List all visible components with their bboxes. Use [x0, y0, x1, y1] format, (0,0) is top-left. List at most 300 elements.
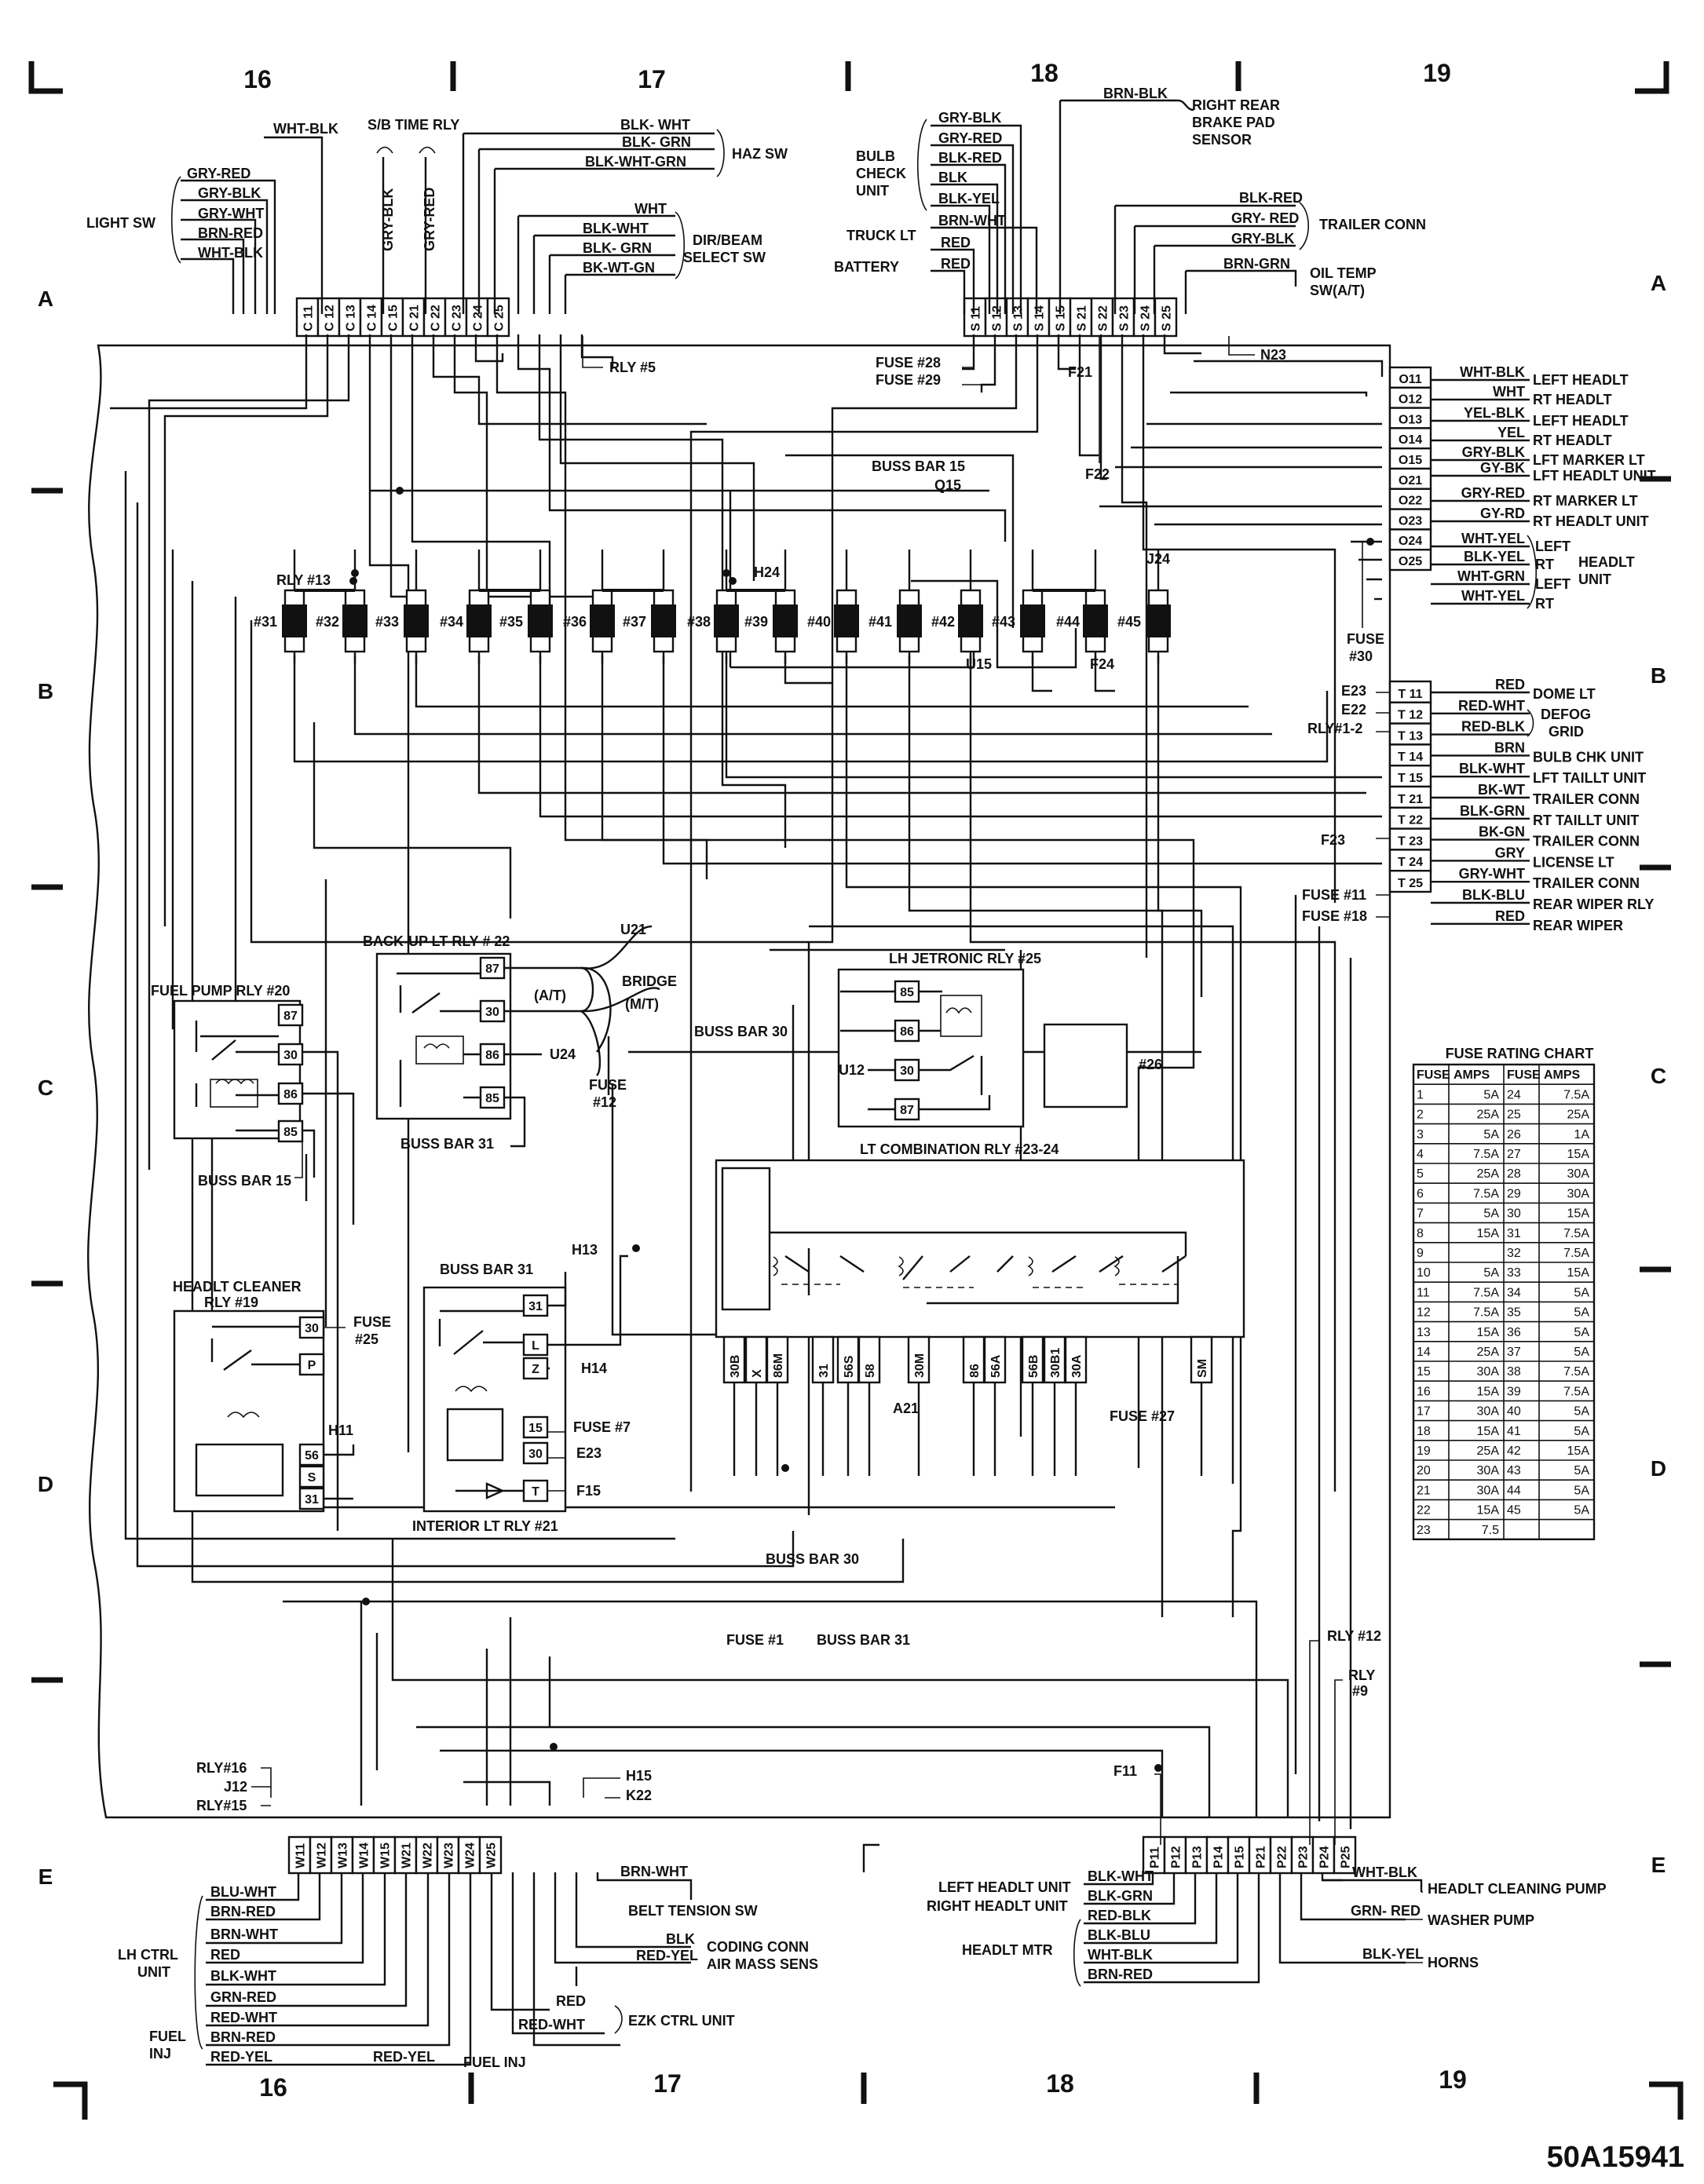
fuse-chart-cell: 15A	[1476, 1385, 1499, 1399]
fuse-chart-cell: 41	[1507, 1424, 1521, 1438]
relay-pin-label: 30B1	[1049, 1347, 1062, 1378]
fuse-element	[958, 604, 983, 637]
fuse-number: #35	[499, 614, 523, 630]
haz-wire-1: BLK- WHT	[620, 117, 690, 133]
light-wire-1: GRY-RED	[187, 166, 251, 181]
j12-label: J12	[224, 1779, 248, 1795]
jet-pin-30: 30	[900, 1065, 914, 1078]
fuse-chart-cell: 3	[1417, 1127, 1424, 1141]
fuse-number: #32	[315, 614, 339, 630]
t-destination: TRAILER CONN	[1533, 791, 1640, 807]
connector-pin-label: T 12	[1397, 708, 1424, 722]
fuse-chart-cell: 9	[1417, 1247, 1424, 1260]
fuse18-label: FUSE #18	[1302, 908, 1368, 924]
fuse-chart-cell: 5A	[1574, 1325, 1589, 1339]
fuse-chart-cell: 7.5A	[1563, 1365, 1589, 1379]
zone-top-18: 18	[1030, 59, 1059, 87]
bridge-label: BRIDGE	[622, 973, 678, 989]
fuse12-label-1: FUSE	[589, 1077, 627, 1093]
fuse-number: #37	[622, 614, 646, 630]
fuse-chart-cell: 33	[1507, 1266, 1521, 1280]
t-destination: RT TAILLT UNIT	[1533, 812, 1640, 828]
oil-temp-1: OIL TEMP	[1310, 265, 1377, 281]
headlt-mtr-label: HEADLT MTR	[962, 1942, 1053, 1958]
relay-26-label: #26	[1139, 1057, 1163, 1072]
bulb-check-1: BULB	[856, 148, 895, 164]
connector-pin-label: S 12	[990, 305, 1004, 331]
fuse-chart-cell: 32	[1507, 1247, 1521, 1260]
fuse-chart-cell: 27	[1507, 1148, 1521, 1161]
lh-wire-5: BLK-WHT	[210, 1968, 276, 1984]
fuse-chart-cell: 6	[1417, 1187, 1424, 1201]
connector-pin-label: C 22	[429, 305, 443, 331]
t-wire-color: BLK-GRN	[1460, 802, 1525, 819]
t-wire-color: RED-BLK	[1461, 718, 1525, 735]
lh-wire-6: GRN-RED	[210, 1989, 276, 2005]
fuse-chart-cell: 11	[1417, 1286, 1430, 1300]
relay-pin-label: 58	[864, 1364, 877, 1378]
fuse29-label: FUSE #29	[876, 372, 942, 388]
rly5-label: RLY #5	[609, 360, 656, 375]
fuse1-label: FUSE #1	[726, 1632, 784, 1648]
defog-grid-2: GRID	[1549, 724, 1584, 740]
connector-pin-label: O25	[1398, 555, 1423, 568]
int-pin-15: 15	[528, 1422, 543, 1435]
red-wht-bottom: RED-WHT	[518, 2017, 585, 2032]
buss31-bottom-label: BUSS BAR 31	[817, 1632, 911, 1648]
connector-pin-label: S 14	[1033, 305, 1047, 331]
connector-pin-label: O14	[1398, 433, 1423, 447]
connector-pin-label: P23	[1296, 1846, 1311, 1868]
trailer-wire-1: BLK-RED	[1239, 190, 1303, 206]
fuse-element	[834, 604, 859, 637]
bulb-check-3: UNIT	[856, 183, 889, 199]
h24-label: H24	[754, 564, 781, 580]
blk-bottom: BLK	[666, 1931, 695, 1947]
fuse-chart-cell: 1A	[1574, 1127, 1589, 1141]
backup-label: BACK-UP LT RLY # 22	[363, 933, 510, 949]
t-destination: LFT TAILLT UNIT	[1533, 770, 1647, 787]
fuse-chart-cell: 34	[1507, 1286, 1521, 1300]
u21-label: U21	[620, 922, 647, 937]
relay-pin-label: 31	[817, 1364, 831, 1378]
connector-pin-label: O12	[1398, 393, 1423, 407]
fuse-chart-header: FUSE	[1507, 1068, 1541, 1083]
headlt-cleaner-1: HEADLT CLEANER	[173, 1279, 302, 1295]
red-yel-3: RED-YEL	[636, 1948, 699, 1963]
red-wire-1: RED	[941, 235, 971, 250]
zone-top-17: 17	[638, 65, 666, 93]
fuse-chart-cell: 8	[1417, 1226, 1424, 1240]
haz-wire-3: BLK-WHT-GRN	[585, 154, 686, 170]
int-pin-31: 31	[528, 1300, 543, 1313]
clean-pin-s: S	[307, 1471, 316, 1485]
fuse-chart-cell: 5A	[1574, 1484, 1589, 1498]
o-destination: LEFT	[1535, 539, 1571, 554]
fuse-chart-title: FUSE RATING CHART	[1445, 1046, 1594, 1061]
o-wire-color: GRY-RED	[1461, 485, 1525, 501]
jet-pin-87: 87	[900, 1104, 914, 1117]
fuse-chart-cell: 10	[1417, 1266, 1431, 1280]
fuse-number: #44	[1055, 614, 1080, 630]
h14-label: H14	[581, 1360, 608, 1376]
t-wire-color: RED	[1494, 908, 1525, 924]
bulb-wire-2: GRY-RED	[938, 130, 1003, 146]
int-pin-t: T	[532, 1485, 539, 1499]
relay-pin-label: 56S	[843, 1355, 856, 1378]
connector-pin-label: P11	[1148, 1846, 1162, 1868]
t-wire-color: GRY	[1494, 845, 1525, 861]
zone-bottom-18: 18	[1046, 2069, 1074, 2098]
t-destination: REAR WIPER RLY	[1533, 897, 1655, 912]
bulb-wire-1: GRY-BLK	[938, 110, 1002, 126]
t-wire-color: RED	[1494, 677, 1525, 692]
connector-pin-label: C 11	[302, 305, 316, 331]
backup-pin-85: 85	[485, 1092, 499, 1105]
clean-pin-56: 56	[305, 1449, 319, 1463]
headlt-cleaner-2: RLY #19	[204, 1295, 259, 1310]
s-connector-strip	[964, 298, 1176, 336]
connector-pin-label: C 25	[492, 305, 506, 331]
fuse-chart-cell: 15A	[1567, 1207, 1589, 1221]
connector-pin-label: O24	[1398, 535, 1423, 549]
lt-combination-label: LT COMBINATION RLY #23-24	[860, 1141, 1059, 1157]
fuse-chart-cell: 30A	[1567, 1167, 1589, 1181]
fuse-element	[1146, 604, 1171, 637]
row-c-right: C	[1650, 1064, 1667, 1088]
fuse-chart-cell: 7.5A	[1563, 1385, 1589, 1399]
o-wire-color: GY-BK	[1479, 460, 1525, 476]
connector-pin-label: W15	[378, 1843, 393, 1868]
fuse-chart-cell: 44	[1507, 1484, 1521, 1498]
relay-pin-label: 86	[968, 1364, 982, 1378]
jet-pin-86: 86	[900, 1025, 914, 1039]
mtr-wire-3: WHT-BLK	[1088, 1947, 1153, 1963]
connector-pin-label: T 25	[1397, 877, 1424, 890]
lh-wire-8: BRN-RED	[210, 2029, 276, 2045]
fuse-chart-cell: 15A	[1476, 1503, 1499, 1517]
e23-label: E23	[1341, 683, 1367, 699]
haz-wire-2: BLK- GRN	[622, 134, 691, 150]
right-rear-label-1: RIGHT REAR	[1192, 97, 1280, 113]
brn-grn-wire: BRN-GRN	[1223, 256, 1290, 272]
fuse11-label: FUSE #11	[1302, 887, 1367, 903]
fuel-pin-30: 30	[283, 1049, 298, 1062]
connector-pin-label: T 14	[1397, 751, 1424, 765]
fuse-chart-cell: 30	[1507, 1207, 1521, 1221]
fuse-chart-cell: 31	[1507, 1226, 1521, 1240]
fuse-chart-cell: 30A	[1476, 1404, 1499, 1419]
o-destination: RT HEADLT UNIT	[1533, 513, 1649, 529]
connector-pin-label: W11	[294, 1843, 308, 1868]
fuel-pump-label: FUEL PUMP RLY #20	[151, 983, 291, 999]
fuel-pin-85: 85	[283, 1126, 298, 1139]
fuse25-label-1: FUSE	[353, 1314, 392, 1330]
o-wire-color: WHT-YEL	[1461, 531, 1525, 546]
connector-pin-label: S 13	[1011, 305, 1026, 331]
fuse-element	[282, 604, 307, 637]
t-destination: TRAILER CONN	[1533, 833, 1640, 849]
f24-label: F24	[1090, 656, 1115, 672]
row-d-left: D	[37, 1472, 54, 1496]
fuse-chart-cell: 17	[1417, 1404, 1431, 1419]
cleaning-pump-label: HEADLT CLEANING PUMP	[1428, 1881, 1607, 1897]
select-sw-label: SELECT SW	[683, 250, 766, 265]
fuel-pin-86: 86	[283, 1088, 298, 1101]
fuse-chart-cell: 25	[1507, 1108, 1521, 1122]
fuse-element	[773, 604, 798, 637]
fuse-number: #42	[931, 614, 955, 630]
connector-pin-label: T 11	[1398, 687, 1423, 701]
backup-relay	[377, 926, 660, 1146]
o-destination: LEFT HEADLT	[1533, 372, 1629, 388]
relay-pin-label: SM	[1196, 1359, 1209, 1378]
rly15-label: RLY#15	[196, 1798, 247, 1813]
connector-pin-label: P12	[1169, 1846, 1183, 1868]
connector-pin-label: C 14	[365, 305, 379, 331]
connector-pin-label: O22	[1398, 494, 1423, 508]
zone-bottom-19: 19	[1439, 2065, 1467, 2094]
f21-label: F21	[1068, 364, 1093, 380]
wht-blk-top: WHT-BLK	[273, 121, 338, 137]
haz-sw-label: HAZ SW	[732, 146, 788, 162]
connector-pin-label: S 21	[1075, 305, 1089, 331]
t-connector-strip	[1390, 681, 1431, 892]
connector-pin-label: S 11	[969, 305, 983, 331]
connector-pin-label: C 13	[344, 305, 358, 331]
fuse-chart-cell: 5A	[1483, 1127, 1499, 1141]
j24-label: J24	[1146, 551, 1171, 567]
fuse25-label-2: #25	[355, 1331, 379, 1347]
o-wire-color: YEL-BLK	[1464, 405, 1525, 421]
row-b-left: B	[37, 679, 54, 703]
lh-wire-7: RED-WHT	[210, 2010, 277, 2025]
connector-pin-label: S 23	[1117, 305, 1132, 331]
blk-wht-bottom-r: BLK-WHT	[1088, 1868, 1154, 1884]
fuse-chart-cell: 5A	[1483, 1266, 1499, 1280]
trailer-wire-2: GRY- RED	[1231, 210, 1300, 226]
dir-wire-3: BLK- GRN	[583, 240, 652, 256]
buss30-jet-label: BUSS BAR 30	[694, 1024, 788, 1039]
t-wire-color: BK-WT	[1478, 782, 1525, 798]
fuse-chart-cell: 40	[1507, 1404, 1521, 1419]
connector-pin-label: T 15	[1397, 772, 1424, 785]
bulb-wire-5: BLK-YEL	[938, 191, 1000, 206]
relay-pin-label: 30B	[729, 1354, 742, 1378]
clean-pin-30: 30	[305, 1322, 319, 1335]
wht-blk-bottom-r: WHT-BLK	[1352, 1864, 1417, 1880]
light-wire-4: BRN-RED	[198, 225, 263, 241]
doc-number: 50A15941	[1546, 2141, 1684, 2174]
bulb-wire-4: BLK	[938, 170, 967, 185]
connector-pin-label: W22	[421, 1843, 435, 1868]
o-destination: LEFT	[1535, 576, 1571, 592]
o-connector-strip	[1390, 367, 1431, 570]
fuse-chart-cell: 30A	[1476, 1484, 1499, 1498]
rly12-bottom-label: RLY #12	[1327, 1628, 1382, 1644]
int-pin-z: Z	[532, 1363, 539, 1376]
fuse-chart-cell: 38	[1507, 1365, 1521, 1379]
fuse-chart-cell: 4	[1417, 1148, 1424, 1161]
o-destination: LFT HEADLT UNIT	[1533, 468, 1656, 484]
fuse-chart-cell: 7.5	[1481, 1523, 1499, 1537]
fuse-element	[1020, 604, 1045, 637]
lh-jetronic-relay	[839, 970, 1127, 1127]
dir-wire-4: BK-WT-GN	[583, 260, 655, 276]
fuse-number: #43	[991, 614, 1015, 630]
o-destination: RT	[1535, 596, 1554, 612]
fuse-chart-cell: 15A	[1476, 1325, 1499, 1339]
connector-pin-label: W25	[485, 1843, 499, 1868]
a21-label: A21	[893, 1401, 920, 1416]
o-destination: RT	[1535, 557, 1554, 572]
fuse12-label-2: #12	[593, 1094, 617, 1110]
fuse-chart-cell: 5A	[1483, 1088, 1499, 1102]
brn-blk-wire: BRN-BLK	[1103, 86, 1168, 101]
fuse-chart-header: FUSE	[1417, 1068, 1450, 1083]
fuse-chart-cell: 35	[1507, 1306, 1521, 1320]
fuse-number: #36	[562, 614, 587, 630]
h15-label: H15	[626, 1768, 653, 1784]
fuse-chart-cell: 15A	[1567, 1266, 1589, 1280]
connector-pin-label: P21	[1254, 1846, 1268, 1868]
interior-lt-label: INTERIOR LT RLY #21	[412, 1518, 558, 1534]
connector-pin-label: W24	[463, 1843, 477, 1868]
connector-pin-label: S 15	[1054, 305, 1068, 331]
relay-pin-label: 30M	[913, 1353, 927, 1378]
red-yel-1: RED-YEL	[210, 2049, 273, 2065]
mtr-wire-2: BLK-BLU	[1088, 1927, 1150, 1943]
o-connector-callouts	[1431, 364, 1656, 612]
t-wire-color: BRN	[1494, 740, 1525, 756]
fuse-rating-chart	[1413, 1065, 1594, 1539]
connector-pin-label: S 22	[1096, 305, 1110, 331]
jet-pin-85: 85	[900, 986, 914, 999]
f11-label: F11	[1113, 1763, 1138, 1779]
k22-label: K22	[626, 1788, 653, 1803]
fuse-chart-cell: 7.5A	[1473, 1286, 1499, 1300]
mt-label: (M/T)	[625, 996, 659, 1012]
lh-wire-1: BLU-WHT	[210, 1884, 276, 1900]
connector-pin-label: W14	[357, 1843, 371, 1868]
fuse-chart-cell: 5A	[1574, 1286, 1589, 1300]
fuse-chart-cell: 30A	[1476, 1365, 1499, 1379]
fuse-chart-header: AMPS	[1454, 1068, 1490, 1083]
right-rear-label-3: SENSOR	[1192, 132, 1252, 148]
relay-pin-label: 56B	[1027, 1354, 1040, 1378]
at-label: (A/T)	[534, 988, 566, 1003]
fuse-chart-cell: 7.5A	[1473, 1306, 1499, 1320]
connector-pin-label: O23	[1398, 514, 1423, 528]
fuse28-label: FUSE #28	[876, 355, 942, 371]
light-sw-label: LIGHT SW	[86, 215, 155, 231]
fuse-chart-cell: 7.5A	[1473, 1148, 1499, 1161]
left-headlt-unit-bottom: LEFT HEADLT UNIT	[938, 1879, 1071, 1895]
junction-dots	[349, 487, 1374, 1772]
fuse-number: #33	[375, 614, 399, 630]
connector-pin-label: W12	[315, 1843, 329, 1868]
h13-label: H13	[572, 1242, 598, 1258]
connector-pin-label: O21	[1398, 473, 1423, 488]
rly9-label-1: RLY	[1348, 1667, 1376, 1683]
connector-pin-label: W13	[336, 1843, 350, 1868]
connector-pin-label: C 15	[386, 305, 400, 331]
connector-pin-label: P25	[1339, 1846, 1353, 1868]
row-a-right: A	[1650, 271, 1667, 295]
rly9-label-2: #9	[1352, 1683, 1369, 1699]
fuse-element	[590, 604, 615, 637]
oil-temp-2: SW(A/T)	[1310, 283, 1365, 298]
lh-wire-4: RED	[210, 1947, 241, 1963]
fuse-element	[404, 604, 429, 637]
u24-label: U24	[550, 1046, 576, 1062]
fuse-chart-cell: 7.5A	[1563, 1247, 1589, 1260]
o-destination: RT MARKER LT	[1533, 493, 1638, 509]
fuel-inj-2: INJ	[149, 2046, 172, 2062]
headlt-cleaner-relay	[174, 1311, 353, 1511]
fuse-chart-cell: 23	[1417, 1523, 1431, 1537]
fuse-chart-cell: 15A	[1476, 1226, 1499, 1240]
lh-ctrl-unit-2: UNIT	[137, 1964, 170, 1980]
fuse-chart-cell: 7.5A	[1563, 1088, 1589, 1102]
fuse-element	[466, 604, 492, 637]
o-wire-color: BLK-YEL	[1464, 549, 1525, 564]
trailer-wire-3: GRY-BLK	[1231, 231, 1295, 247]
zone-top-19: 19	[1423, 59, 1451, 87]
backup-pin-87: 87	[485, 962, 499, 976]
light-wire-5: WHT-BLK	[198, 245, 263, 261]
row-d-right: D	[1650, 1456, 1667, 1481]
n23-label: N23	[1260, 347, 1287, 363]
headlt-unit-1: HEADLT	[1578, 554, 1635, 570]
backup-pin-86: 86	[485, 1049, 499, 1062]
fuse-chart-cell: 5A	[1574, 1306, 1589, 1320]
fuse-chart-cell: 43	[1507, 1464, 1521, 1478]
fuse-chart-cell: 12	[1417, 1306, 1431, 1320]
row-e-right: E	[1651, 1853, 1666, 1877]
c-connector-strip	[297, 298, 509, 336]
o-wire-color: GRY-BLK	[1461, 444, 1525, 460]
fuse-chart-cell: 13	[1417, 1325, 1431, 1339]
light-wire-3: GRY-WHT	[198, 206, 265, 221]
fuse-chart-cell: 5A	[1574, 1503, 1589, 1517]
air-mass-label: AIR MASS SENS	[707, 1956, 819, 1972]
connector-pin-label: S 24	[1139, 305, 1153, 331]
fuse-chart-cell: 36	[1507, 1325, 1521, 1339]
fuse-chart-cell: 5A	[1574, 1346, 1589, 1359]
coding-conn-label: CODING CONN	[707, 1939, 809, 1955]
fuse27-label: FUSE #27	[1110, 1408, 1176, 1424]
t-wire-color: RED-WHT	[1458, 697, 1525, 714]
brn-wht-wire: BRN-WHT	[938, 213, 1006, 228]
rly13-label: RLY #13	[276, 572, 331, 588]
blk-grn-bottom-r: BLK-GRN	[1088, 1888, 1153, 1904]
o-wire-color: WHT-GRN	[1457, 568, 1525, 584]
w-connector-strip	[289, 1837, 501, 1873]
headlt-unit-2: UNIT	[1578, 572, 1611, 587]
u15-label: U15	[966, 656, 993, 672]
fuse-chart-header: AMPS	[1544, 1068, 1581, 1083]
grn-red-bottom-r: GRN- RED	[1351, 1903, 1421, 1919]
connector-pin-label: O15	[1398, 454, 1423, 467]
connector-pin-label: C 24	[471, 305, 485, 331]
fuse-element	[342, 604, 367, 637]
fuse-chart-cell: 19	[1417, 1444, 1431, 1458]
mtr-wire-4: BRN-RED	[1088, 1967, 1153, 1982]
fuse-chart-cell: 39	[1507, 1385, 1521, 1399]
fuse-chart-cell: 20	[1417, 1464, 1431, 1478]
fuse-chart-cell: 18	[1417, 1424, 1431, 1438]
